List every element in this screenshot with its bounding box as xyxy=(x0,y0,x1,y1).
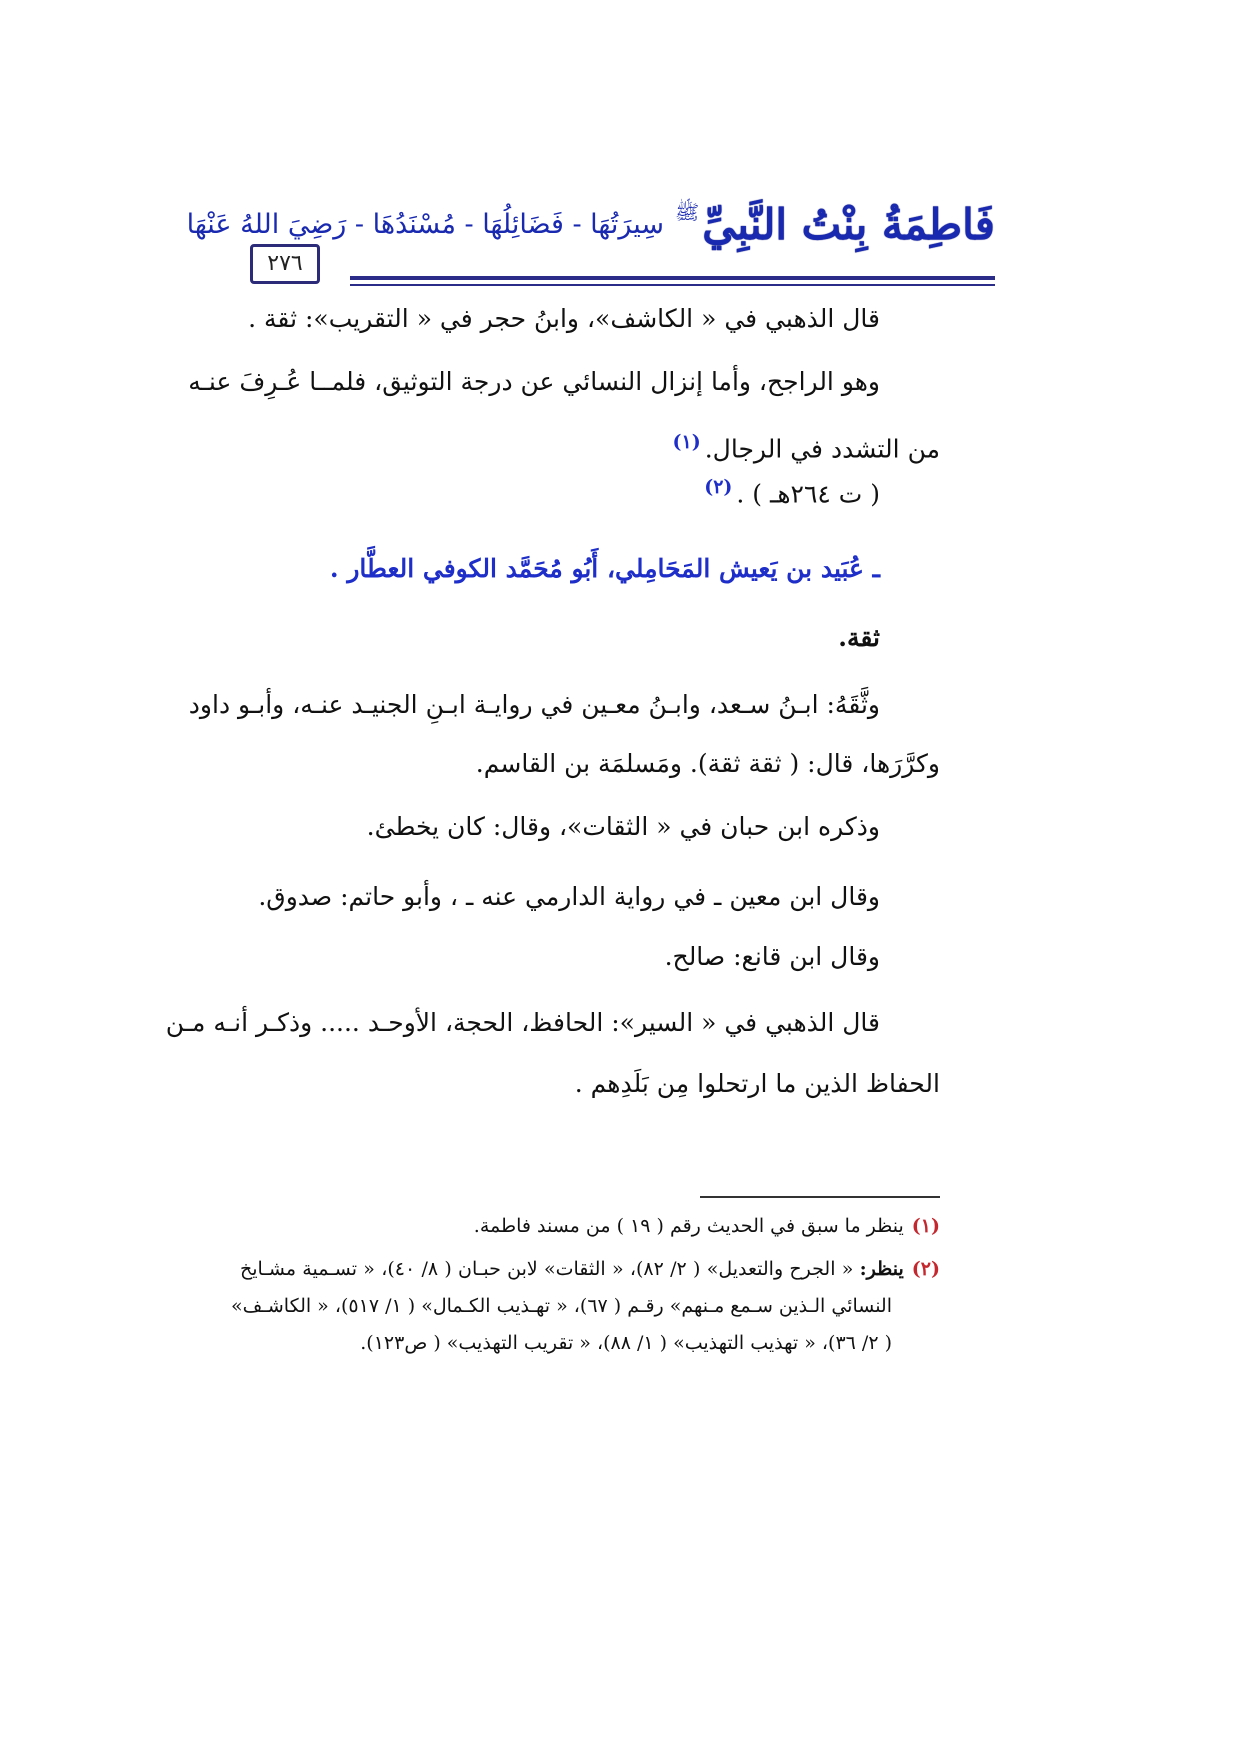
footnote-number: (٢) xyxy=(911,1258,940,1280)
footnote-2 xyxy=(240,1251,940,1288)
footnote-ref-2[interactable]: (٢) xyxy=(704,476,733,498)
text-line xyxy=(240,424,940,464)
footnote-lead: ينظر: xyxy=(859,1258,904,1280)
footnote-text: « الجرح والتعديل» ( ٢/ ٨٢)، « الثقات» لابن حبـان ( ٨/ ٤٠)، « تسـمية مشـايخ xyxy=(240,1258,854,1280)
book-title: فَاطِمَةُ بِنْتُ النَّبِيِّ xyxy=(702,200,995,249)
text-line: وكرَّرَها، قال: ( ثقة ثقة). ومَسلمَة بن القاسم. xyxy=(475,749,940,778)
text-line: وثَّقَهُ: ابـنُ سـعد، وابـنُ معـين في روايـة ابـنِ الجنيـد عنـه، وأبـو داود xyxy=(188,690,880,719)
line-text: ( ت ٢٦٤هـ ) . xyxy=(736,479,880,509)
footnote-separator xyxy=(700,1196,940,1198)
narrator-heading: ـ عُبَيد بن يَعيش المَحَامِلي، أَبُو مُحَمَّد الكوفي العطَّار . xyxy=(329,554,880,583)
page-header xyxy=(186,200,995,276)
footnote-1 xyxy=(240,1208,940,1245)
verdict-line: ثقة. xyxy=(838,623,880,652)
header-rule-thin xyxy=(350,284,995,286)
line-text: من التشدد في الرجال. xyxy=(704,434,940,464)
text-line: وقال ابن معين ـ في رواية الدارمي عنه ـ ، وأبو حاتم: صدوق. xyxy=(258,882,880,911)
text-line: قال الذهبي في « السير»: الحافظ، الحجة، الأوحـد ..... وذكـر أنـه مـن xyxy=(165,1008,880,1037)
book-subtitle: سِيرَتُهَا - فَضَائِلُهَا - مُسْنَدُهَا - رَضِيَ اللهُ عَنْهَا xyxy=(186,209,665,240)
footnote-2-continued: النسائي الـذين سـمع مـنهم» رقـم ( ٦٧)، « تهـذيب الكـمال» ( ١/ ٥١٧)، « الكاشـف» xyxy=(231,1295,892,1317)
salutation-mark: ﷺ xyxy=(675,200,700,224)
text-line: وذكره ابن حبان في « الثقات»، وقال: كان يخطئ. xyxy=(366,812,880,841)
footnote-2-continued: ( ٢/ ٣٦)، « تهذيب التهذيب» ( ١/ ٨٨)، « تقريب التهذيب» ( ص١٢٣). xyxy=(360,1332,892,1354)
text-line: وقال ابن قانع: صالح. xyxy=(664,942,880,971)
footnote-text: ينظر ما سبق في الحديث رقم ( ١٩ ) من مسند فاطمة. xyxy=(473,1215,904,1237)
footnote-number: (١) xyxy=(911,1215,940,1237)
text-line xyxy=(240,469,940,509)
text-line: قال الذهبي في « الكاشف»، وابنُ حجر في « التقريب»: ثقة . xyxy=(248,304,880,333)
footnotes xyxy=(231,1208,940,1362)
footnote-ref-1[interactable]: (١) xyxy=(672,431,701,453)
text-line: وهو الراجح، وأما إنزال النسائي عن درجة التوثيق، فلمــا عُـرِفَ عنـه xyxy=(188,367,880,396)
header-rule-thick xyxy=(350,276,995,280)
page-number: ٢٧٦ xyxy=(250,244,320,284)
main-text xyxy=(165,300,940,1102)
text-line: الحفاظ الذين ما ارتحلوا مِن بَلَدِهم . xyxy=(574,1069,940,1098)
